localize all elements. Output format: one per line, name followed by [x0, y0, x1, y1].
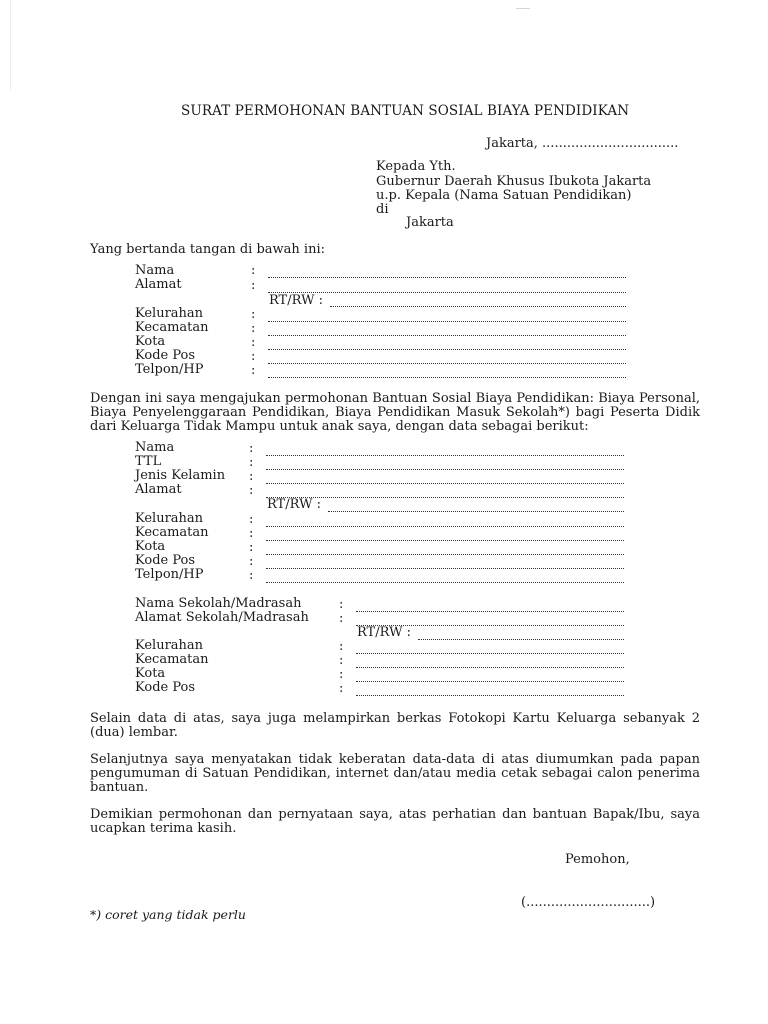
colon: : [251, 263, 256, 278]
applicant-kelurahan-field[interactable] [268, 320, 626, 322]
recipient-line-1: Kepada Yth. [376, 159, 456, 174]
recipient-line-5: Jakarta [406, 215, 454, 230]
child-kota-field[interactable] [266, 553, 624, 555]
colon: : [339, 653, 344, 668]
colon: : [249, 568, 254, 583]
colon: : [249, 469, 254, 484]
applicant-kota-label: Kota [135, 334, 166, 349]
recipient-line-4: di [376, 202, 389, 217]
colon: : [251, 335, 256, 350]
child-kecamatan-label: Kecamatan [135, 525, 209, 540]
school-kota-label: Kota [135, 666, 166, 681]
child-kota-label: Kota [135, 539, 166, 554]
colon: : [251, 321, 256, 336]
signature-placeholder[interactable]: (..............................) [521, 895, 656, 910]
place-date: Jakarta, ................................. [486, 136, 679, 151]
applicant-kodepos-field[interactable] [268, 362, 626, 364]
colon: : [251, 349, 256, 364]
colon: : [251, 278, 256, 293]
applicant-telpon-label: Telpon/HP [135, 362, 204, 377]
applicant-nama-label: Nama [135, 263, 175, 278]
colon: : [251, 307, 256, 322]
colon: : [249, 483, 254, 498]
child-kelurahan-field[interactable] [266, 525, 624, 527]
applicant-kecamatan-label: Kecamatan [135, 320, 209, 335]
child-rtrw-field[interactable] [328, 510, 624, 512]
child-kecamatan-field[interactable] [266, 539, 624, 541]
attachment-paragraph: Selain data di atas, saya juga melampirkan berkas Fotokopi Kartu Keluarga sebanyak 2 (dua) lembar. [90, 711, 700, 741]
school-nama-label: Nama Sekolah/Madrasah [135, 596, 302, 611]
school-rtrw-field[interactable] [418, 638, 624, 640]
footnote: *) coret yang tidak perlu [90, 907, 246, 922]
colon: : [339, 611, 344, 626]
child-telpon-label: Telpon/HP [135, 567, 204, 582]
child-ttl-field[interactable] [266, 468, 624, 470]
child-rtrw-label: RT/RW : [267, 497, 321, 512]
child-jenis-kelamin-label: Jenis Kelamin [135, 468, 226, 483]
child-nama-field[interactable] [266, 454, 624, 456]
child-ttl-label: TTL [135, 454, 162, 469]
colon: : [249, 455, 254, 470]
recipient-line-2: Gubernur Daerah Khusus Ibukota Jakarta [376, 174, 652, 189]
colon: : [339, 667, 344, 682]
school-kodepos-label: Kode Pos [135, 680, 196, 695]
colon: : [339, 597, 344, 612]
school-kelurahan-label: Kelurahan [135, 638, 204, 653]
school-nama-field[interactable] [356, 610, 624, 612]
child-telpon-field[interactable] [266, 581, 624, 583]
school-rtrw-label: RT/RW : [357, 625, 411, 640]
applicant-rtrw-label: RT/RW : [269, 293, 323, 308]
applicant-nama-field[interactable] [268, 276, 626, 278]
child-alamat-label: Alamat [135, 482, 182, 497]
request-paragraph: Dengan ini saya mengajukan permohonan Bantuan Sosial Biaya Pendidikan: Biaya Personal, Biaya Penyelenggaraan Pendidikan, Biaya Pendidikan Masuk Sekolah*) bagi Peserta Didik dari Keluarga Tidak Mampu untuk anak saya, dengan data sebagai berikut: [90, 391, 700, 435]
colon: : [249, 441, 254, 456]
consent-paragraph: Selanjutnya saya menyatakan tidak keberatan data-data di atas diumumkan pada papan pengumuman di Satuan Pendidikan, internet dan/atau media cetak sebagai calon penerima bantuan. [90, 752, 700, 796]
child-kelurahan-label: Kelurahan [135, 511, 204, 526]
colon: : [251, 363, 256, 378]
school-kodepos-field[interactable] [356, 694, 624, 696]
child-kodepos-field[interactable] [266, 567, 624, 569]
recipient-line-3: u.p. Kepala (Nama Satuan Pendidikan) [376, 188, 632, 203]
school-alamat-label: Alamat Sekolah/Madrasah [135, 610, 309, 625]
closing-paragraph: Demikian permohonan dan pernyataan saya, atas perhatian dan bantuan Bapak/Ibu, saya ucapkan terima kasih. [90, 807, 700, 837]
colon: : [249, 540, 254, 555]
signer-label: Pemohon, [565, 852, 630, 867]
scan-edge-mark [10, 0, 11, 90]
applicant-telpon-field[interactable] [268, 376, 626, 378]
child-jenis-kelamin-field[interactable] [266, 482, 624, 484]
school-kecamatan-label: Kecamatan [135, 652, 209, 667]
applicant-alamat-label: Alamat [135, 277, 182, 292]
applicant-rtrw-field[interactable] [330, 305, 626, 307]
child-kodepos-label: Kode Pos [135, 553, 196, 568]
school-kelurahan-field[interactable] [356, 652, 624, 654]
colon: : [339, 639, 344, 654]
colon: : [249, 512, 254, 527]
scan-speck [516, 8, 530, 9]
colon: : [339, 681, 344, 696]
school-kota-field[interactable] [356, 680, 624, 682]
colon: : [249, 554, 254, 569]
child-nama-label: Nama [135, 440, 175, 455]
applicant-kodepos-label: Kode Pos [135, 348, 196, 363]
colon: : [249, 526, 254, 541]
applicant-kelurahan-label: Kelurahan [135, 306, 204, 321]
applicant-kecamatan-field[interactable] [268, 334, 626, 336]
intro-text: Yang bertanda tangan di bawah ini: [90, 242, 325, 257]
school-kecamatan-field[interactable] [356, 666, 624, 668]
letter-title: SURAT PERMOHONAN BANTUAN SOSIAL BIAYA PENDIDIKAN [181, 103, 630, 119]
applicant-kota-field[interactable] [268, 348, 626, 350]
